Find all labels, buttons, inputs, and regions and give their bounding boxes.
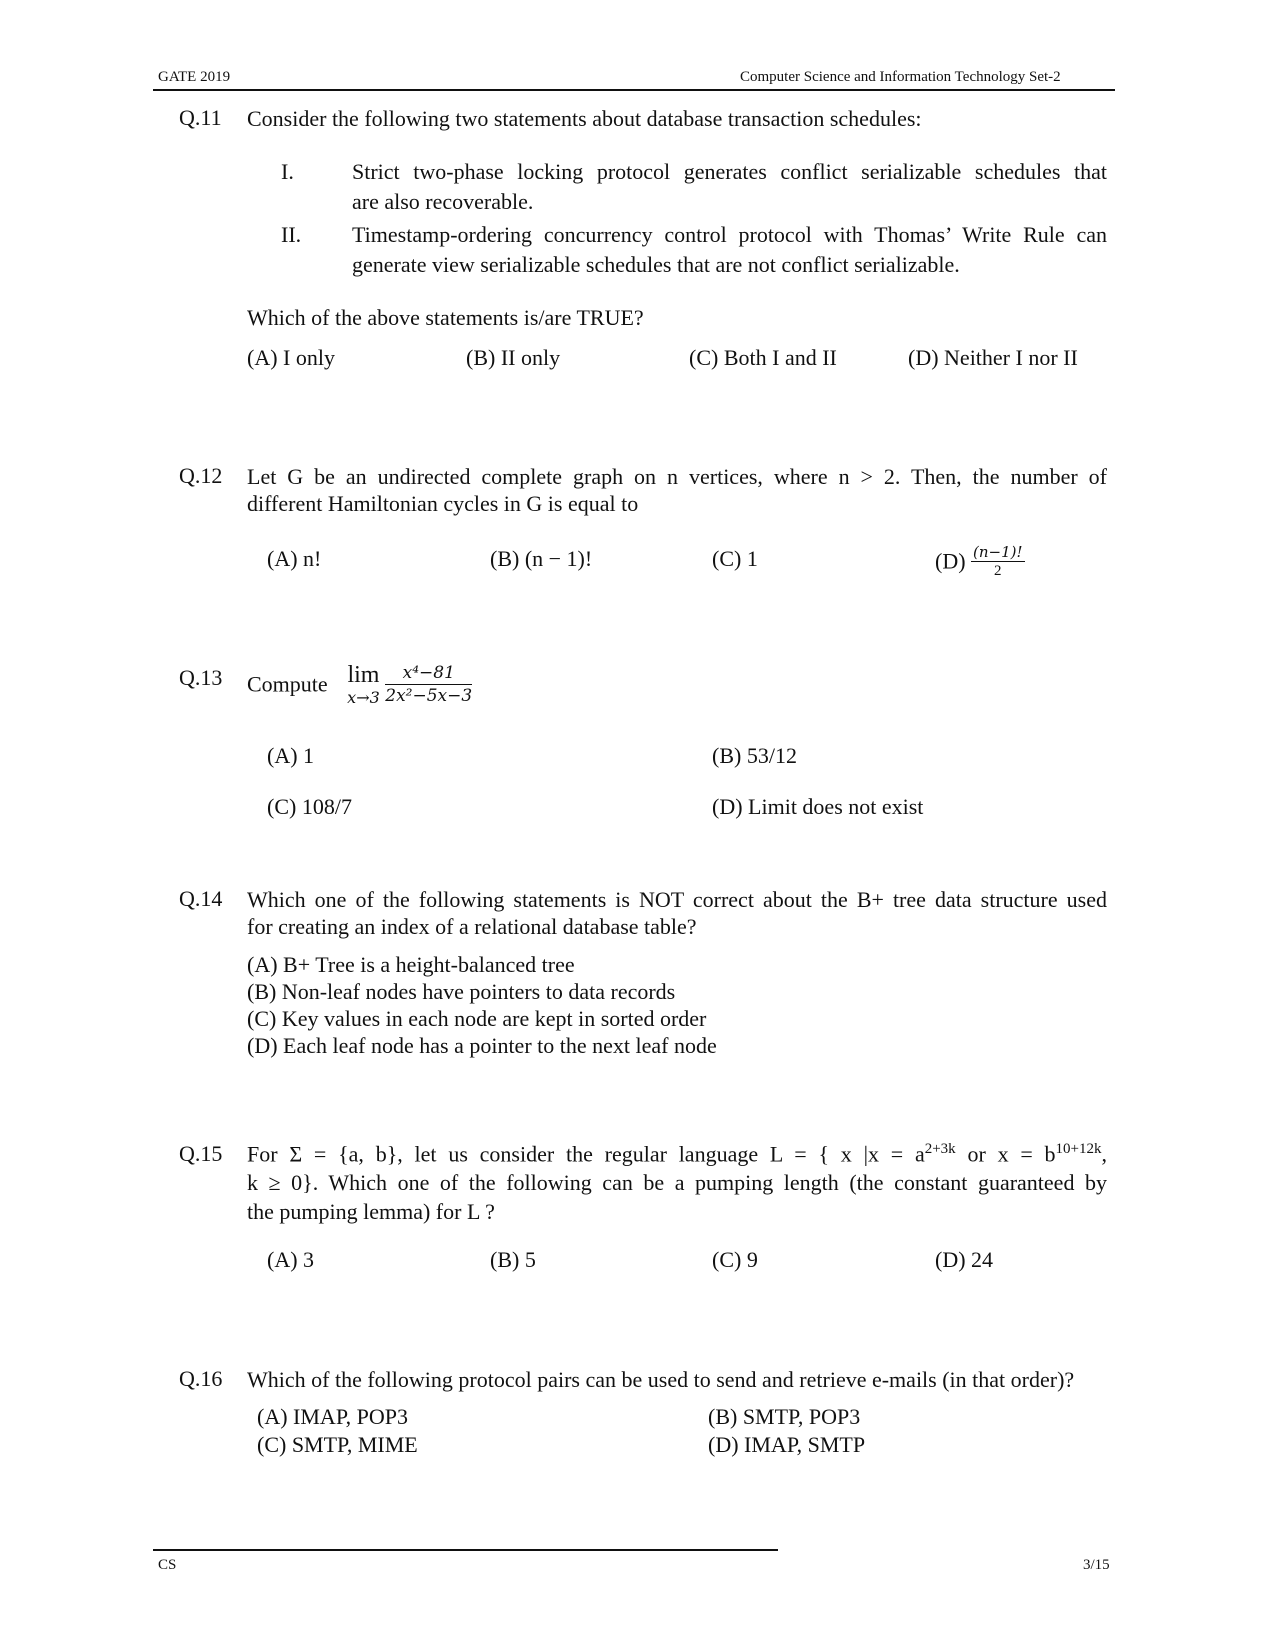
q16-option-c: (C) SMTP, MIME	[257, 1432, 418, 1457]
q12-number: Q.12	[179, 463, 223, 488]
q12-line2: different Hamiltonian cycles in G is equal to	[247, 491, 639, 516]
q13-compute-label: Compute	[247, 671, 328, 697]
footer-rule	[153, 1549, 778, 1551]
q15-line3: the pumping lemma) for L ?	[247, 1199, 495, 1225]
q11-option-b: (B) II only	[466, 345, 561, 370]
q12-option-d-denominator: 2	[994, 563, 1002, 579]
q11-number: Q.11	[179, 105, 222, 130]
q16-option-a: (A) IMAP, POP3	[257, 1404, 408, 1429]
q15-option-d: (D) 24	[935, 1247, 994, 1272]
q13-lim-word: lim	[347, 662, 380, 688]
q14-line2: for creating an index of a relational database table?	[247, 914, 697, 939]
q13-fraction	[385, 662, 472, 707]
q13-numerator: x⁴−81	[385, 662, 472, 685]
q14-line1: Which one of the following statements is NOT correct about the B+ tree data structure used	[247, 887, 1107, 912]
q11-statement-2	[352, 220, 1107, 280]
q11-statement-1-line2: are also recoverable.	[352, 189, 534, 214]
q15-exponent-b: 10+12k	[1055, 1141, 1102, 1157]
q12-option-d	[935, 543, 1025, 580]
q11-statement-2-line1: Timestamp-ordering concurrency control protocol with Thomas’ Write Rule can	[352, 222, 1107, 247]
q15-line1	[247, 1135, 1107, 1168]
q15-line1-part-c: ,	[1101, 1141, 1108, 1167]
q15-number: Q.15	[179, 1141, 223, 1166]
q15-stem	[247, 1135, 1107, 1226]
q11-stem: Consider the following two statements about database transaction schedules:	[247, 106, 922, 131]
header-rule	[153, 89, 1115, 91]
header-left: GATE 2019	[158, 69, 231, 85]
q12-stem	[247, 463, 1107, 517]
q16-stem: Which of the following protocol pairs can be used to send and retrieve e-mails (in that order)?	[247, 1367, 1075, 1392]
q12-option-d-label: (D)	[935, 548, 966, 574]
q12-option-c: (C) 1	[712, 546, 758, 571]
q13-limit	[347, 662, 380, 707]
q14-option-b: (B) Non-leaf nodes have pointers to data records	[247, 979, 676, 1004]
q12-option-a: (A) n!	[267, 546, 322, 571]
q14-stem	[247, 886, 1107, 940]
q15-line1-part-b: or x = b	[955, 1141, 1056, 1167]
q16-option-d: (D) IMAP, SMTP	[708, 1432, 866, 1457]
q12-option-d-fraction	[971, 543, 1025, 580]
q16-number: Q.16	[179, 1366, 223, 1391]
q12-line1: Let G be an undirected complete graph on n vertices, where n > 2. Then, the number of	[247, 464, 1107, 489]
q12-option-d-numerator: (n−1)!	[973, 543, 1023, 561]
page-number: 3/15	[1083, 1557, 1110, 1573]
q11-option-a: (A) I only	[247, 345, 335, 370]
q13-number: Q.13	[179, 665, 223, 690]
q13-option-b: (B) 53/12	[712, 743, 797, 768]
q16-option-b: (B) SMTP, POP3	[708, 1404, 861, 1429]
q14-number: Q.14	[179, 886, 223, 911]
q15-option-b: (B) 5	[490, 1247, 536, 1272]
q11-statement-2-line2: generate view serializable schedules that are not conflict serializable.	[352, 252, 960, 277]
q15-line1-part-a: For Σ = {a, b}, let us consider the regular language L = { x |x = a	[247, 1141, 925, 1167]
q11-statement-1	[352, 157, 1107, 217]
q15-line2: k ≥ 0}. Which one of the following can be a pumping length (the constant guaranteed by	[247, 1170, 1107, 1196]
q14-option-a: (A) B+ Tree is a height-balanced tree	[247, 952, 575, 977]
q11-option-d: (D) Neither I nor II	[908, 345, 1078, 370]
q15-exponent-a: 2+3k	[924, 1141, 956, 1157]
q11-prompt: Which of the above statements is/are TRUE?	[247, 305, 644, 330]
q15-option-a: (A) 3	[267, 1247, 315, 1272]
q13-denominator: 2x²−5x−3	[385, 686, 473, 706]
q14-option-d: (D) Each leaf node has a pointer to the next leaf node	[247, 1033, 717, 1058]
footer-left: CS	[158, 1557, 177, 1573]
q13-option-a: (A) 1	[267, 743, 315, 768]
q13-option-d: (D) Limit does not exist	[712, 794, 924, 819]
q11-statement-1-line1: Strict two-phase locking protocol generates conflict serializable schedules that	[352, 159, 1107, 184]
header-right: Computer Science and Information Technology Set-2	[740, 69, 1061, 85]
q15-option-c: (C) 9	[712, 1247, 758, 1272]
q12-option-b: (B) (n − 1)!	[490, 546, 593, 571]
q11-statement-2-label: II.	[281, 222, 302, 247]
q13-lim-subscript: x→3	[347, 688, 380, 707]
q14-option-c: (C) Key values in each node are kept in sorted order	[247, 1006, 707, 1031]
q13-expression	[247, 662, 472, 707]
q11-statement-1-label: I.	[281, 159, 294, 184]
q13-option-c: (C) 108/7	[267, 794, 352, 819]
q11-option-c: (C) Both I and II	[689, 345, 837, 370]
